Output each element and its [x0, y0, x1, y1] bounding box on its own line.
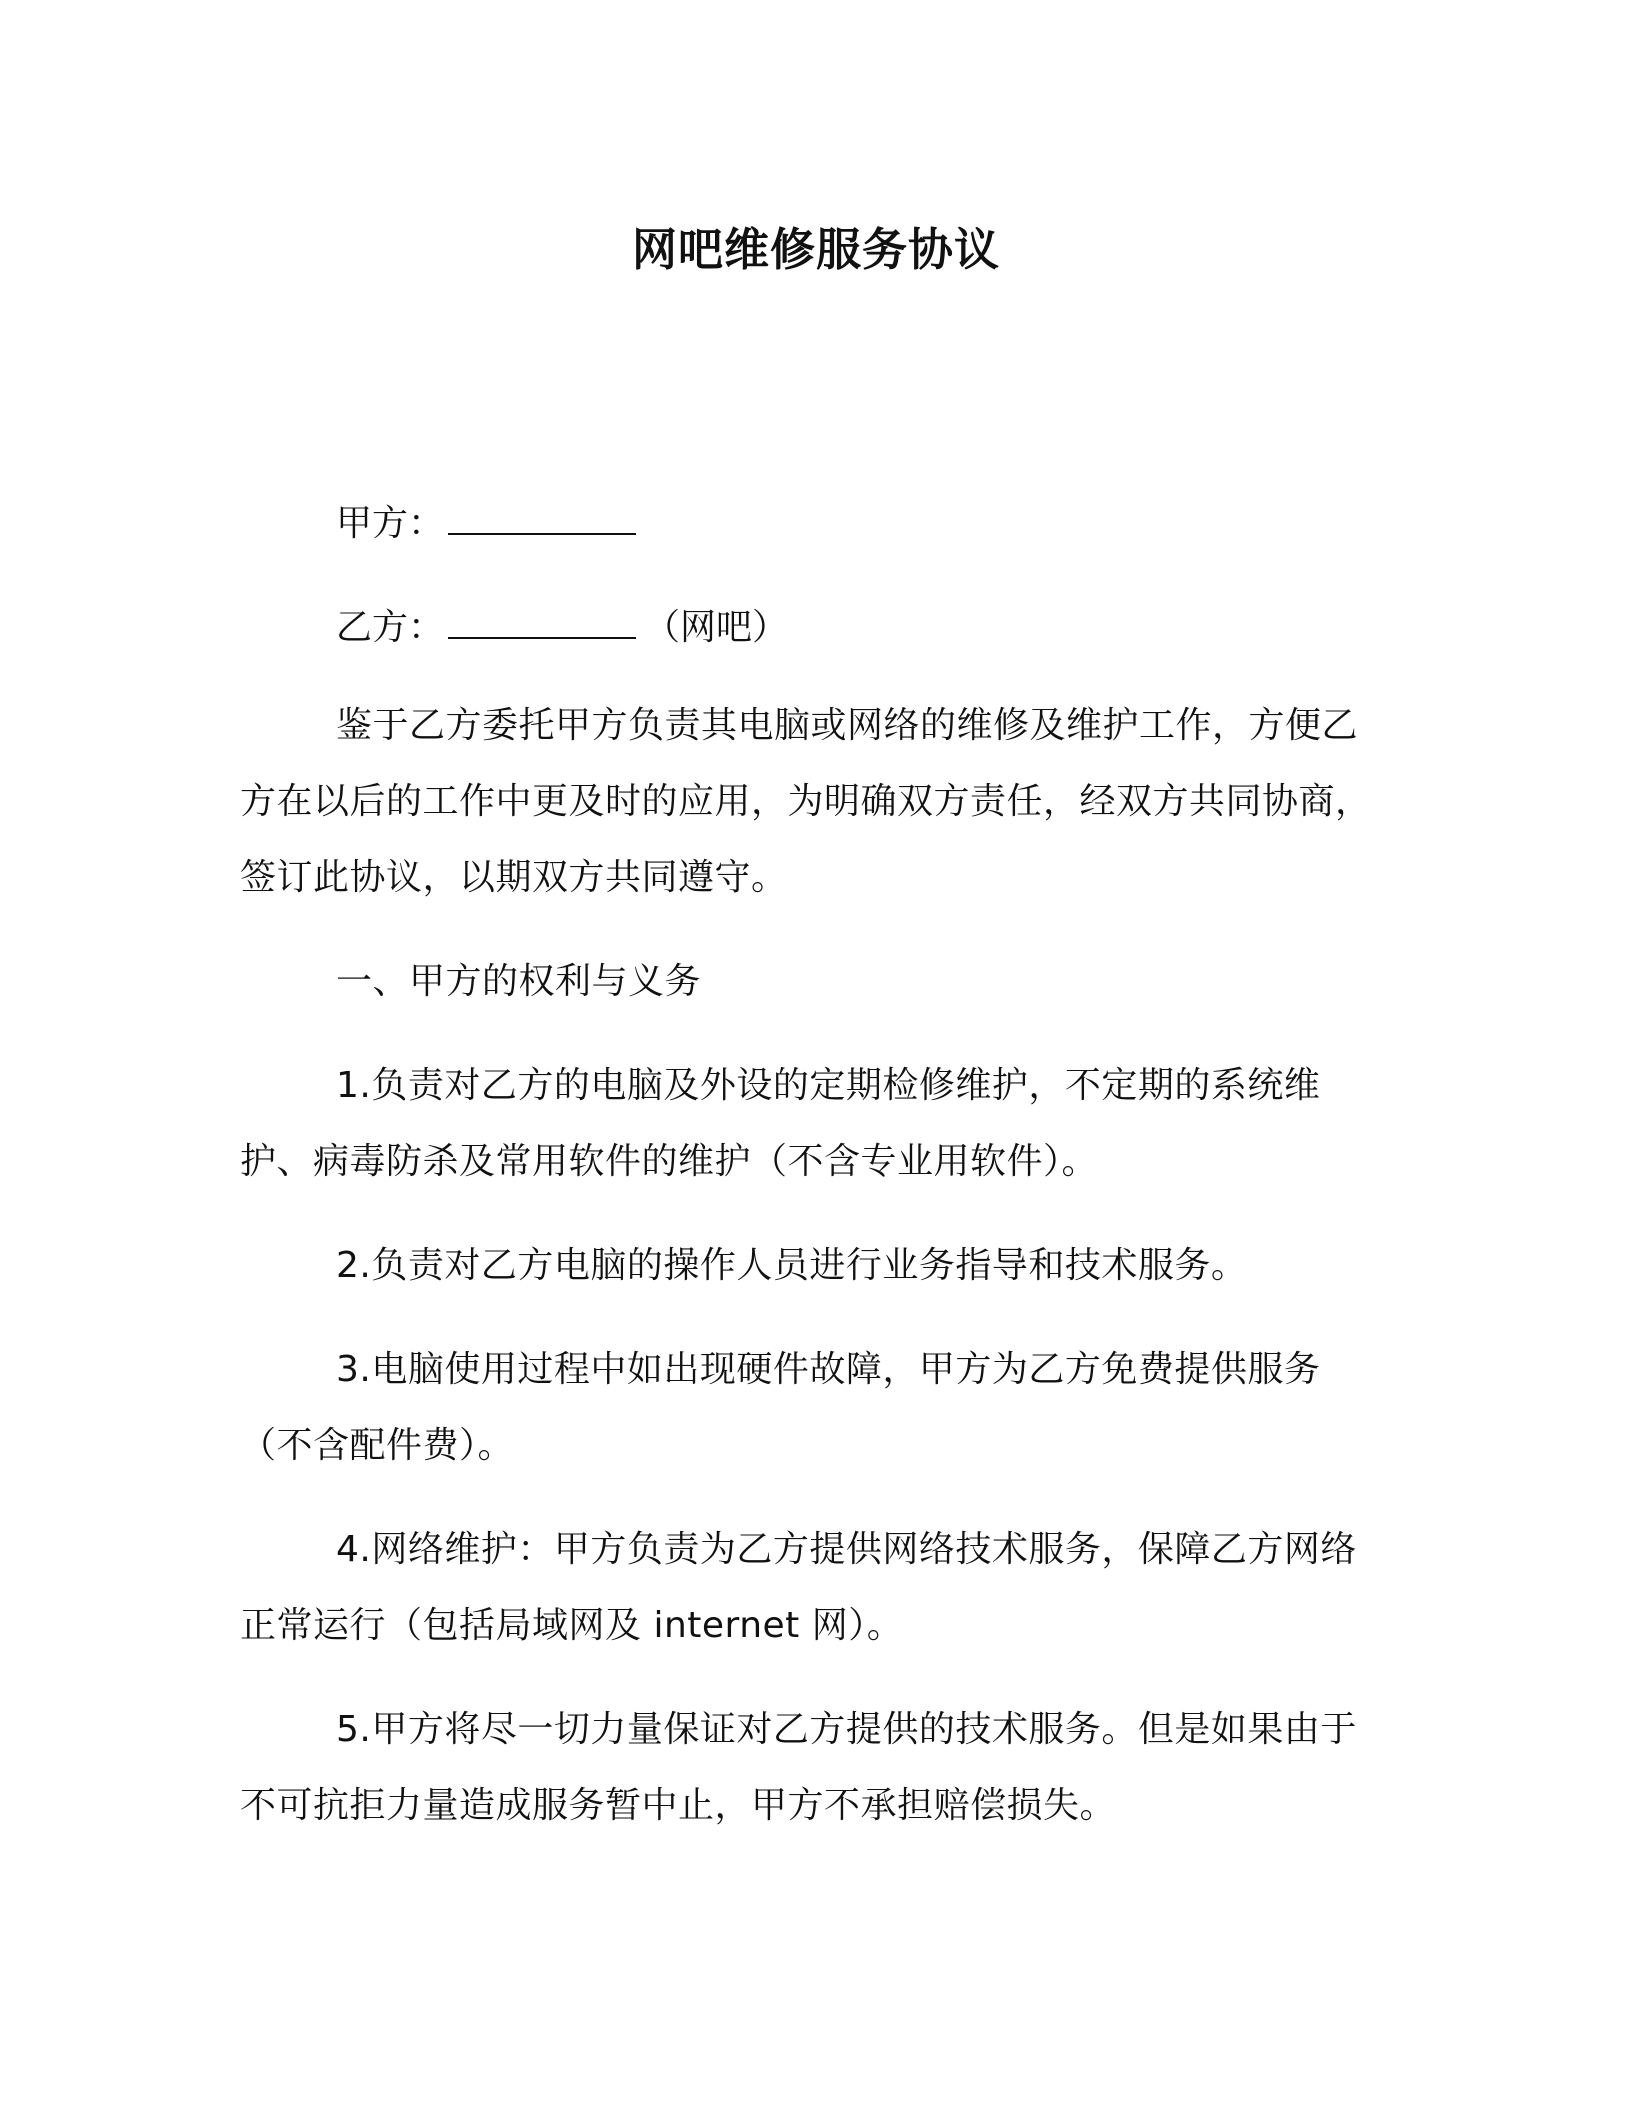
clause-4-block: [240, 1512, 1390, 1664]
clause-3: 3.电脑使用过程中如出现硬件故障，甲方为乙方免费提供服务（不含配件费）。: [240, 1349, 1321, 1466]
document-title: 网吧维修服务协议: [631, 223, 1000, 276]
party-b-blank: [448, 607, 636, 639]
party-b-line: [336, 600, 788, 656]
clause-3-block: [240, 1332, 1390, 1484]
party-b-note: （网吧）: [644, 607, 789, 648]
clause-2: 2.负责对乙方电脑的操作人员进行业务指导和技术服务。: [336, 1245, 1248, 1286]
party-a-blank: [448, 503, 636, 535]
clause-2-block: [240, 1228, 1390, 1304]
clause-1-block: [240, 1048, 1390, 1200]
clause-5-block: [240, 1692, 1390, 1844]
party-a-line: [336, 496, 636, 552]
clause-5: 5.甲方将尽一切力量保证对乙方提供的技术服务。但是如果由于不可抗拒力量造成服务暂中止，甲方不承担赔偿损失。: [240, 1709, 1357, 1826]
preamble-block: [240, 688, 1390, 916]
clause-4: 4.网络维护：甲方负责为乙方提供网络技术服务，保障乙方网络正常运行（包括局域网及 internet 网）。: [240, 1529, 1357, 1646]
party-b-label: 乙方：: [336, 607, 445, 648]
party-a-label: 甲方：: [336, 503, 445, 544]
section1-heading: 一、甲方的权利与义务: [336, 961, 702, 1002]
section1-heading-block: [240, 944, 1390, 1020]
clause-1: 1.负责对乙方的电脑及外设的定期检修维护，不定期的系统维护、病毒防杀及常用软件的维护（不含专业用软件）。: [240, 1065, 1321, 1182]
preamble-paragraph: 鉴于乙方委托甲方负责其电脑或网络的维修及维护工作，方便乙方在以后的工作中更及时的应用，为明确双方责任，经双方共同协商，签订此协议，以期双方共同遵守。: [240, 705, 1372, 898]
